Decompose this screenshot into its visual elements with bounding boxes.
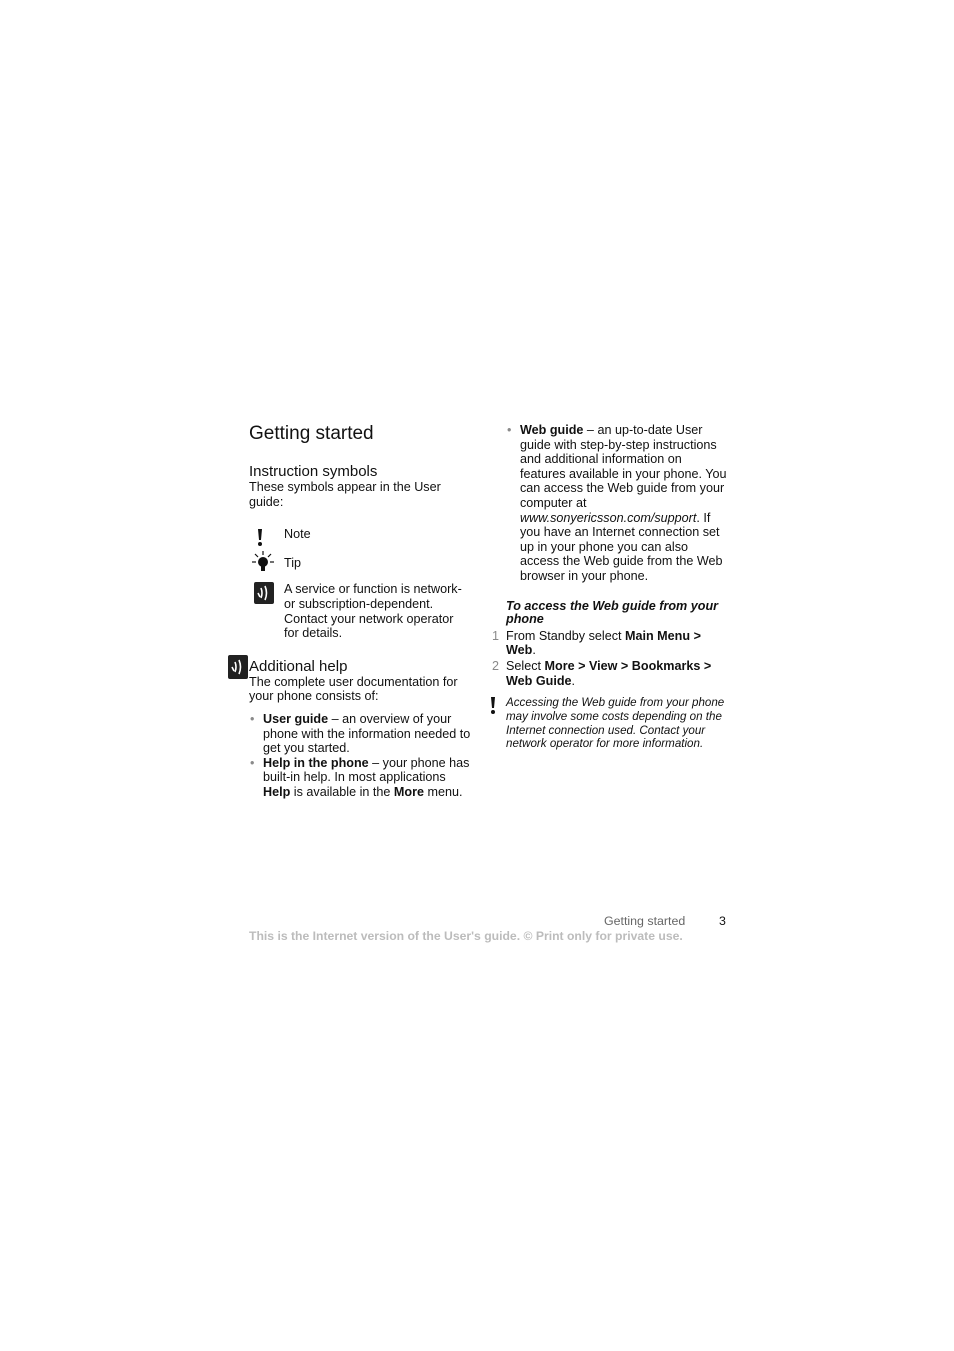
step-end: .	[571, 673, 576, 688]
term: Web guide	[520, 423, 584, 437]
page-title: Getting started	[249, 423, 374, 444]
network-service-icon	[228, 655, 248, 683]
instruction-symbols-intro: These symbols appear in the User guide:	[249, 480, 441, 509]
term: Help in the phone	[263, 755, 369, 770]
step-command: More > View > Bookmarks > Web Guide	[506, 658, 712, 688]
item-text: is available in the	[290, 784, 394, 799]
symbol-tip	[249, 556, 471, 571]
term: More	[393, 784, 425, 799]
left-column	[249, 423, 471, 800]
page-number: 3	[719, 914, 726, 928]
exclamation-icon	[253, 527, 267, 551]
lightbulb-icon	[251, 550, 275, 578]
step-number: 1	[492, 628, 500, 643]
additional-help-intro: The complete user documentation for your phone consists of:	[249, 674, 458, 704]
list-item	[249, 712, 471, 756]
item-text: – an up-to-date User guide with step-by-step instructions and additional information on features available in your phone. You can access the Web guide from your computer at	[520, 423, 727, 510]
step	[492, 628, 728, 658]
item-text: . If you have an Internet connection set up in your phone you can also access the Web guide from the Web browser in your phone.	[520, 510, 723, 583]
step-number: 2	[492, 658, 500, 673]
instruction-symbols-heading: Instruction symbols	[249, 463, 378, 480]
step-command: Main Menu > Web	[506, 628, 701, 658]
symbol-note	[249, 527, 471, 542]
term: User guide	[263, 711, 329, 726]
item-text: – your phone has built-in help. In most applications	[263, 755, 470, 785]
symbol-network	[249, 582, 471, 640]
footer-notice: This is the Internet version of the User's guide. © Print only for private use.	[249, 929, 683, 943]
additional-help-heading: Additional help	[249, 657, 348, 675]
additional-help-section	[249, 658, 471, 800]
bullet: •	[250, 755, 255, 770]
step-text: Select	[506, 658, 545, 673]
network-service-icon	[254, 582, 274, 608]
procedure-title: To access the Web guide from your phone	[506, 598, 719, 627]
symbol-tip-label: Tip	[284, 555, 302, 570]
symbol-network-label: A service or function is network- or subscription-dependent. Contact your network operator for details.	[284, 582, 462, 641]
footer-section-title: Getting started	[604, 914, 686, 928]
bullet: •	[507, 423, 512, 437]
support-url: www.sonyericsson.com/support	[520, 510, 697, 525]
web-guide-list	[506, 423, 728, 584]
help-list	[249, 712, 471, 800]
right-column	[492, 423, 728, 751]
note-text: Accessing the Web guide from your phone may involve some costs depending on the Internet connection used. Contact your network operator for more information.	[506, 696, 725, 751]
procedure-steps	[492, 628, 728, 688]
step-end: .	[532, 643, 536, 658]
symbol-note-label: Note	[284, 527, 311, 542]
list-item	[506, 423, 728, 584]
step-text: From Standby select	[506, 628, 625, 643]
item-text: menu.	[424, 784, 463, 799]
item-text: – an overview of your phone with the information needed to get you started.	[263, 711, 471, 756]
list-item	[249, 756, 471, 800]
exclamation-icon	[487, 696, 499, 720]
step	[492, 658, 728, 688]
term: Help	[263, 784, 291, 799]
cost-note	[506, 696, 728, 751]
bullet: •	[250, 711, 255, 726]
